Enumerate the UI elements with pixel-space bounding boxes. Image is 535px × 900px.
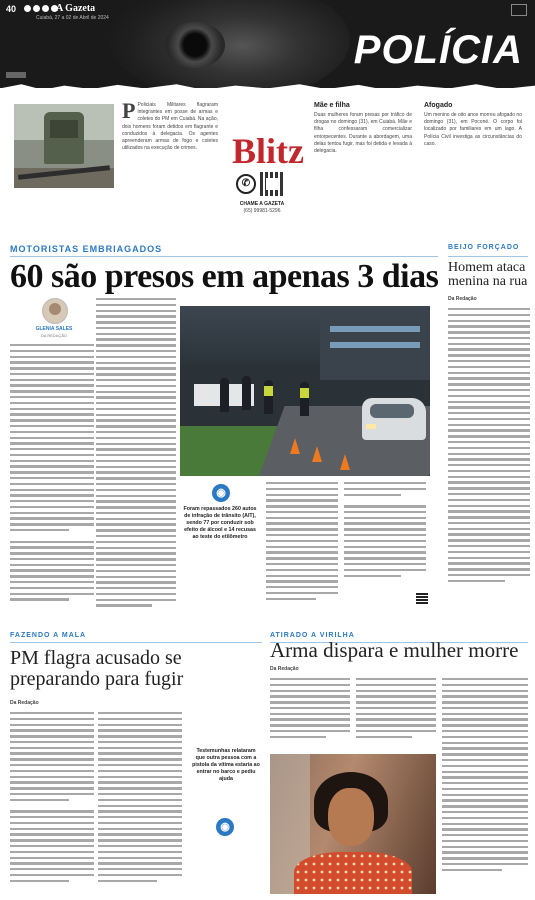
victim-photo bbox=[270, 754, 436, 894]
arma-body-col-2 bbox=[356, 678, 436, 742]
author-name: GLENIA SALES bbox=[35, 326, 73, 332]
arma-kicker: ATIRADO A VIRILHA bbox=[270, 632, 355, 639]
paper-logo-icon bbox=[24, 5, 58, 12]
camera-icon: ◉ bbox=[212, 484, 230, 502]
seized-weapons-photo bbox=[14, 104, 114, 188]
kicker-rule bbox=[10, 256, 438, 257]
header-tag bbox=[6, 72, 26, 78]
page-number: 40 bbox=[6, 4, 17, 14]
arma-headline: Arma dispara e mulher morre bbox=[270, 638, 519, 662]
side-body bbox=[448, 308, 530, 586]
blitz-col-3-title: Afogado bbox=[424, 102, 453, 109]
main-body-col-1 bbox=[10, 344, 94, 604]
blitz-col-2-title: Mãe e filha bbox=[314, 102, 350, 109]
blitz-col-2: Duas mulheres foram presas por tráfico de drogas no domingo (31), em Cuiabá. Mãe e filha confessaram comercializar entorpecentes. Durante a abordagem, uma delas tentou fugir, mas foi detida e levada à delegacia. bbox=[314, 112, 412, 155]
blitz-col-3: Um menino de oito anos morreu afogado no domingo (31), em Poconé. O corpo foi localizado por familiares em um lago. A Polícia Civil investiga as circunstâncias do caso. bbox=[424, 112, 522, 147]
main-photo-caption: Foram repassados 260 autos de infração de trânsito (AIT), sendo 77 por conduzir sob efeito de álcool e 14 recusas ao teste do etilômetro bbox=[183, 506, 257, 540]
arma-body-col-3 bbox=[442, 678, 528, 875]
whatsapp-icon[interactable]: ✆ bbox=[236, 174, 256, 194]
author-avatar bbox=[42, 298, 68, 324]
main-body-col-4 bbox=[344, 482, 426, 580]
side-byline: Da Redação bbox=[448, 296, 477, 302]
section-header bbox=[0, 0, 535, 88]
blitz-logo: Blitz bbox=[232, 131, 304, 171]
pm-headline: PM flagra acusado se preparando para fugir bbox=[10, 647, 184, 690]
paper-name: A Gazeta bbox=[56, 3, 96, 14]
main-body-col-3 bbox=[266, 482, 338, 603]
eye-photo bbox=[110, 0, 350, 88]
police-checkpoint-photo bbox=[180, 306, 430, 476]
side-kicker: BEIJO FORÇADO bbox=[448, 244, 520, 251]
blitz-strip bbox=[14, 98, 526, 230]
pm-kicker-rule bbox=[10, 642, 262, 643]
side-headline: Homem ataca menina na rua bbox=[448, 260, 528, 289]
eye-iris bbox=[165, 22, 225, 68]
blitz-col-1: P Policiais Militares flagraram integrantes em posse de armas e coletes do PM em Cuiabá. Na ação, dois homens foram detidos em flagrante e conduzidos à delegacia. Os agentes apreenderam armas de fogo e coletes utilizados na execução de crimes. bbox=[122, 98, 218, 152]
main-kicker: MOTORISTAS EMBRIAGADOS bbox=[10, 244, 163, 254]
main-headline: 60 são presos em apenas 3 dias bbox=[10, 258, 439, 295]
qr-code-small-icon[interactable] bbox=[416, 592, 428, 604]
author-role: DA REDAÇÃO bbox=[40, 333, 68, 338]
section-title: POLÍCIA bbox=[353, 28, 523, 72]
qr-code-icon[interactable] bbox=[260, 172, 284, 196]
arma-body-col-1 bbox=[270, 678, 350, 742]
blitz-phone: (65) 99981-5296 bbox=[243, 208, 281, 214]
camera-icon-2: ◉ bbox=[216, 818, 234, 836]
publication-date: Cuiabá, 27 a 02 de Abril de 2024 bbox=[36, 15, 109, 21]
pm-body-col-1 bbox=[10, 712, 94, 885]
arma-byline: Da Redação bbox=[270, 666, 299, 672]
corner-mark-icon bbox=[511, 4, 527, 16]
blitz-cta: CHAME A GAZETA bbox=[239, 201, 285, 207]
main-body-col-2 bbox=[96, 298, 176, 610]
side-kicker-rule bbox=[448, 256, 528, 257]
pm-kicker: FAZENDO A MALA bbox=[10, 632, 87, 639]
pm-byline: Da Redação bbox=[10, 700, 39, 706]
pm-caption: Testemunhas relataram que outra pessoa com a pistola da vítima estaria ao entrar no barco e pediu ajuda bbox=[192, 748, 260, 782]
pm-body-col-2 bbox=[98, 712, 182, 885]
